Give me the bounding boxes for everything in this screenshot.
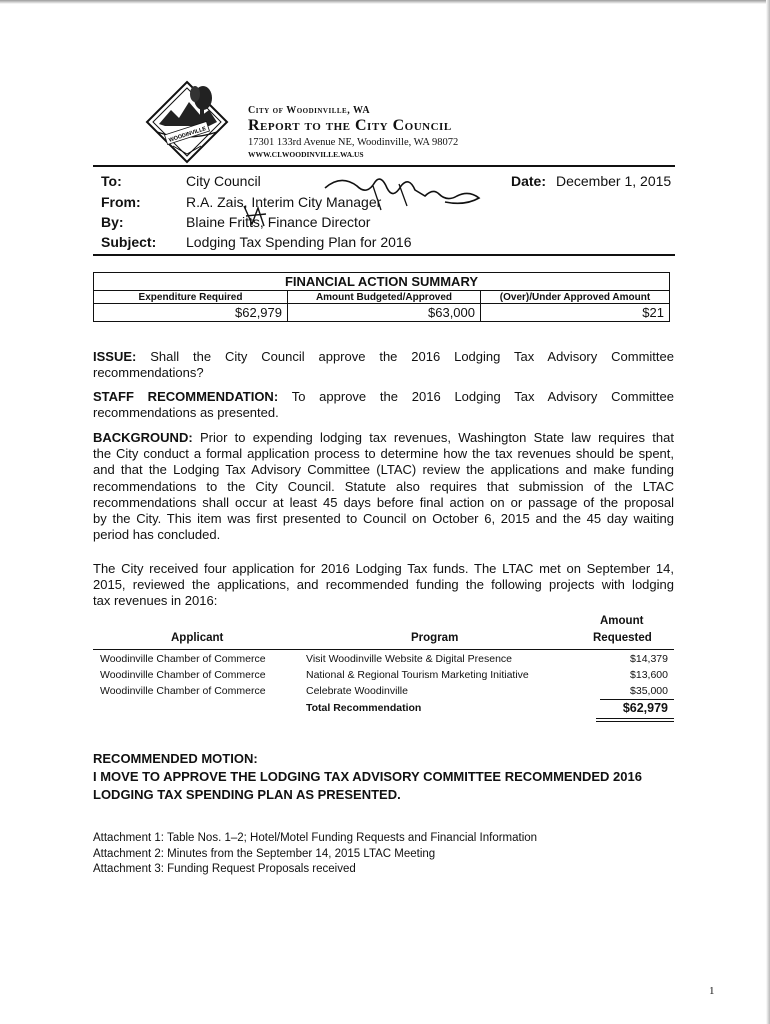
amount-column-header-line2: Requested [593, 632, 652, 644]
manager-signature [315, 166, 485, 226]
table-row-program: National & Regional Tourism Marketing Initiative [306, 669, 529, 681]
background-line: Prior to expending lodging tax revenues, Washington State law requires that [199, 430, 674, 445]
report-title: Report to the City Council [248, 117, 452, 134]
received-line: 2015, reviewed the applications, and recommended funding the following projects with lodging [93, 577, 674, 593]
finance-director-initials [240, 200, 270, 230]
motion-heading: RECOMMENDED MOTION: [93, 751, 258, 766]
table-row-applicant: Woodinville Chamber of Commerce [100, 669, 266, 681]
background-line: by the City. This item was first presented to Council on October 6, 2015 and the 45 day waiting [93, 511, 674, 527]
letterhead [248, 105, 458, 159]
total-double-rule-2 [596, 721, 674, 722]
motion-line1: I MOVE TO APPROVE THE LODGING TAX ADVISORY COMMITTEE RECOMMENDED 2016 [93, 769, 642, 784]
over-under-value: $21 [642, 305, 664, 320]
scan-top-edge [0, 0, 770, 4]
city-website: WWW.CI.WOODINVILLE.WA.US [248, 150, 364, 159]
svg-text:WOODINVILLE: WOODINVILLE [168, 126, 208, 144]
background-section [93, 430, 674, 543]
table-row-amount: $35,000 [630, 685, 668, 697]
scan-right-edge [766, 0, 770, 1024]
financial-summary-value-row [94, 304, 669, 321]
motion-line2: LODGING TAX SPENDING PLAN AS PRESENTED. [93, 787, 401, 802]
issue-label: ISSUE: [93, 349, 137, 364]
issue-text-line2: recommendations? [93, 365, 204, 381]
page-number: 1 [709, 985, 715, 997]
staff-recommendation-line1: To approve the 2016 Lodging Tax Advisory Committee [291, 389, 674, 404]
attachment-item: Attachment 2: Minutes from the September 14, 2015 LTAC Meeting [93, 847, 436, 860]
attachment-item: Attachment 3: Funding Request Proposals received [93, 863, 356, 875]
background-line: the City conduct a formal application process to determine how the tax revenues should be spent, [93, 446, 674, 462]
city-name: City of Woodinville, WA [248, 105, 371, 116]
to-value: City Council [186, 173, 261, 189]
total-recommendation-amount: $62,979 [622, 701, 668, 715]
table-row-program: Visit Woodinville Website & Digital Presence [306, 653, 513, 665]
table-row-applicant: Woodinville Chamber of Commerce [100, 653, 266, 665]
staff-recommendation-label: STAFF RECOMMENDATION: [93, 389, 279, 404]
total-recommendation-label: Total Recommendation [306, 702, 422, 714]
applicants-header-rule [93, 649, 674, 650]
financial-summary-title: FINANCIAL ACTION SUMMARY [94, 273, 669, 291]
subject-value: Lodging Tax Spending Plan for 2016 [186, 234, 412, 250]
subject-label: Subject: [101, 234, 157, 250]
amount-budgeted-header: Amount Budgeted/Approved [288, 291, 481, 304]
by-label: By: [101, 214, 124, 230]
issue-text-line1: Shall the City Council approve the 2016 Lodging Tax Advisory Committee [150, 349, 674, 364]
from-value: R.A. Zais, Interim City Manager [186, 194, 382, 210]
received-section [93, 561, 674, 610]
city-seal-logo [145, 80, 229, 164]
financial-action-summary [93, 272, 670, 322]
background-line: period has concluded. [93, 527, 221, 543]
table-row-program: Celebrate Woodinville [306, 685, 408, 697]
over-under-header: (Over)/Under Approved Amount [481, 291, 669, 304]
program-column-header: Program [411, 632, 459, 644]
financial-summary-header-row [94, 291, 669, 304]
issue-section [93, 349, 674, 381]
total-double-rule-1 [596, 718, 674, 719]
city-address: 17301 133rd Avenue NE, Woodinville, WA 98072 [248, 137, 459, 148]
to-label: To: [101, 173, 122, 189]
table-row-amount: $14,379 [630, 653, 668, 665]
staff-recommendation-line2: recommendations as presented. [93, 405, 279, 421]
expenditure-required-value: $62,979 [94, 304, 288, 321]
background-line: recommendations shall occur at least 45 days before final action on or passage of the proposal [93, 494, 674, 510]
subtotal-rule [600, 699, 674, 700]
background-line: recommendations to the City Council. Statute also requires that submission of the LTAC [93, 478, 674, 494]
applicant-column-header: Applicant [171, 632, 224, 644]
received-line: The City received four application for 2016 Lodging Tax funds. The LTAC met on September 14, [93, 561, 674, 576]
staff-recommendation-section [93, 389, 674, 421]
recommended-motion [93, 750, 642, 804]
background-line: and that the Lodging Tax Advisory Committee (LTAC) review the applications and make funding [93, 462, 674, 478]
amount-column-header-line1: Amount [600, 615, 644, 627]
attachments-list [93, 831, 537, 878]
table-row-amount: $13,600 [630, 669, 668, 681]
attachment-item: Attachment 1: Table Nos. 1–2; Hotel/Motel Funding Requests and Financial Information [93, 832, 538, 844]
date-value: December 1, 2015 [556, 173, 672, 189]
date-label: Date: [511, 173, 547, 189]
amount-budgeted-value: $63,000 [288, 304, 481, 321]
by-value: Blaine Fritts, Finance Director [186, 214, 371, 230]
table-row-applicant: Woodinville Chamber of Commerce [100, 685, 266, 697]
header-rule-bottom [93, 254, 675, 256]
received-line: tax revenues in 2016: [93, 593, 218, 609]
background-label: BACKGROUND: [93, 430, 193, 445]
from-label: From: [101, 194, 141, 210]
expenditure-required-header: Expenditure Required [94, 291, 288, 304]
